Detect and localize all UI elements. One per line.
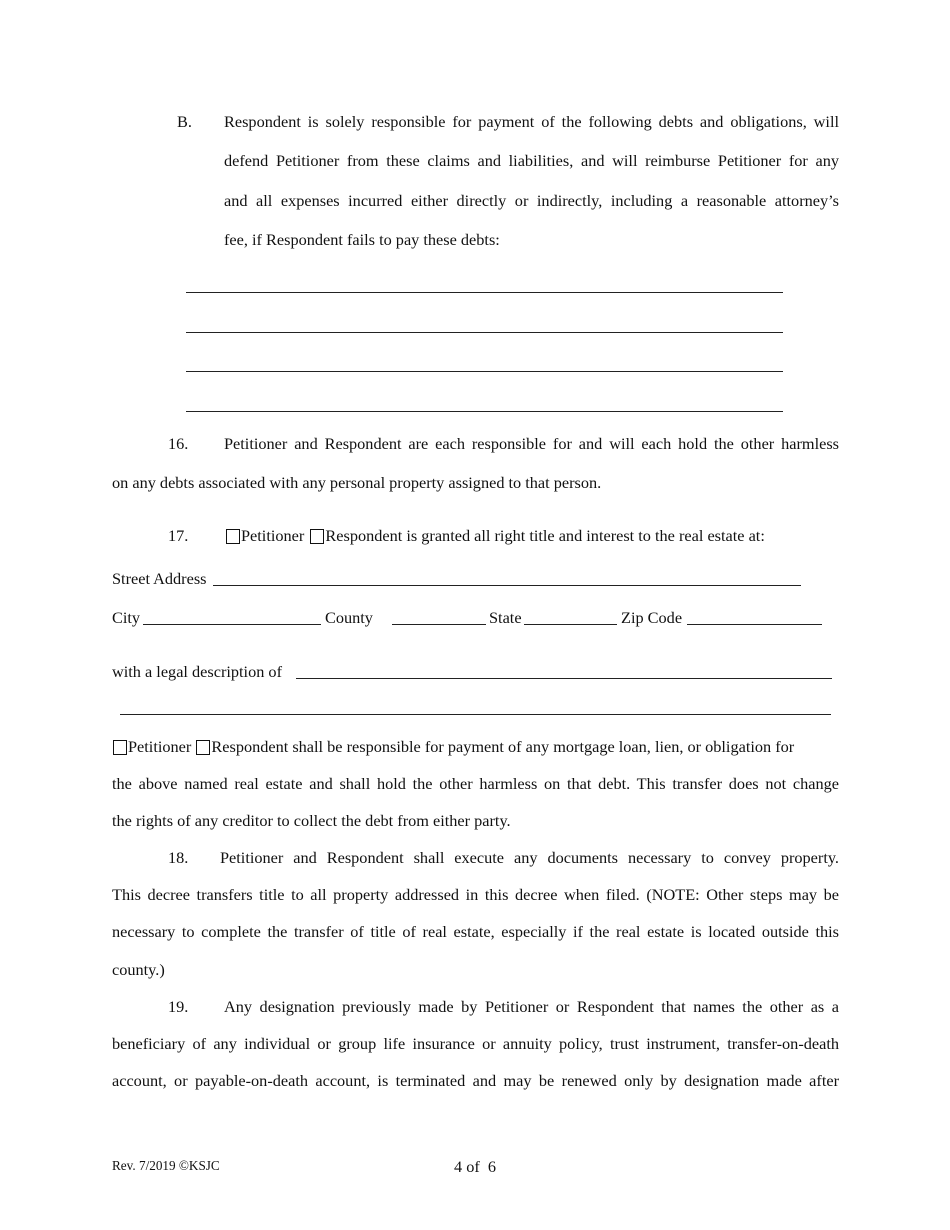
legal-description-field[interactable] [296,678,832,679]
para18-line-3: necessary to complete the transfer of title of real estate, especially if the real estate is located outside this [112,922,839,941]
para16-line-1: Petitioner and Respondent are each responsible for and will each hold the other harmless [224,434,839,453]
county-field[interactable] [392,624,486,625]
debt-line-3[interactable] [186,371,783,372]
mortgage-line-3: the rights of any creditor to collect the debt from either party. [112,811,511,830]
section-b-letter: B. [177,112,192,131]
para18-line-2: This decree transfers title to all property addressed in this decree when filed. (NOTE: Other steps may be [112,885,839,904]
para18-number: 18. [168,848,189,867]
zip-code-field[interactable] [687,624,822,625]
para19-number: 19. [168,997,189,1016]
street-address-label: Street Address [112,569,207,588]
legal-description-label: with a legal description of [112,662,282,681]
mortgage-petitioner-label: Petitioner [128,737,192,756]
city-field[interactable] [143,624,321,625]
para18-line-1: Petitioner and Respondent shall execute any documents necessary to convey property. [220,848,839,867]
county-label: County [325,608,373,627]
mortgage-line-2: the above named real estate and shall hold the other harmless on that debt. This transfer does not change [112,774,839,793]
section-b-line-1: Respondent is solely responsible for payment of the following debts and obligations, will [224,112,839,131]
footer-page-number: 4 of 6 [454,1157,497,1176]
petitioner-label: Petitioner [241,526,305,545]
para16-line-2: on any debts associated with any personal property assigned to that person. [112,473,602,492]
section-b-line-2: defend Petitioner from these claims and liabilities, and will reimburse Petitioner for any [224,151,839,170]
petitioner-checkbox[interactable] [226,529,240,544]
state-field[interactable] [524,624,617,625]
street-address-field[interactable] [213,585,801,586]
respondent-checkbox[interactable] [310,529,324,544]
para16-number: 16. [168,434,189,453]
para17-grant-line [226,526,765,546]
para19-line-1: Any designation previously made by Petitioner or Respondent that names the other as a [224,997,839,1016]
mortgage-respondent-label: Respondent shall be responsible for payment of any mortgage loan, lien, or obligation for [211,737,795,756]
legal-description-field-2[interactable] [120,714,831,715]
debt-line-1[interactable] [186,292,783,293]
debt-line-4[interactable] [186,411,783,412]
debt-line-2[interactable] [186,332,783,333]
mortgage-petitioner-checkbox[interactable] [113,740,127,755]
respondent-grant-label: Respondent is granted all right title and interest to the real estate at: [325,526,765,545]
para17-number: 17. [168,526,189,545]
zip-code-label: Zip Code [621,608,683,627]
section-b-line-4: fee, if Respondent fails to pay these debts: [224,230,500,249]
city-label: City [112,608,141,627]
mortgage-respondent-checkbox[interactable] [196,740,210,755]
para19-line-3: account, or payable-on-death account, is terminated and may be renewed only by designation made after [112,1071,839,1090]
state-label: State [489,608,522,627]
para18-line-4: county.) [112,960,165,979]
para19-line-2: beneficiary of any individual or group life insurance or annuity policy, trust instrument, transfer-on-death [112,1034,839,1053]
mortgage-line-1 [113,737,794,757]
footer-revision: Rev. 7/2019 ©KSJC [112,1158,220,1173]
section-b-line-3: and all expenses incurred either directly or indirectly, including a reasonable attorney’s [224,191,839,210]
